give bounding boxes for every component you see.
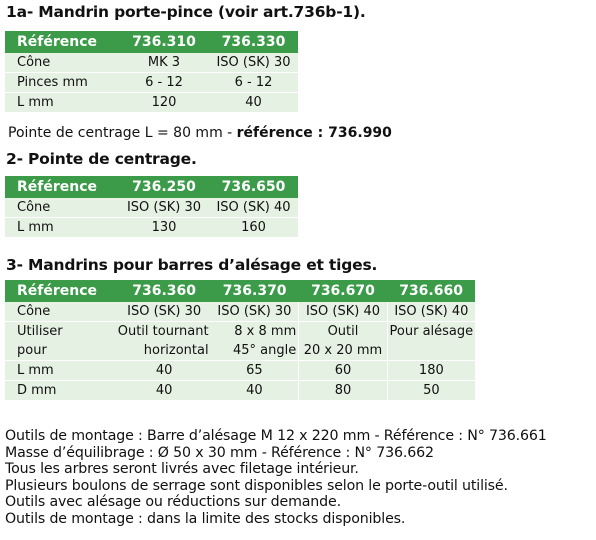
row-label: L mm xyxy=(5,93,119,113)
header-cell: 736.330 xyxy=(209,31,298,53)
table-cell: ISO (SK) 30 xyxy=(118,302,211,322)
header-cell: Référence xyxy=(5,176,119,198)
header-cell: 736.250 xyxy=(119,176,209,198)
footer-line: Outils de montage : dans la limite des stocks disponibles. xyxy=(5,510,406,527)
header-cell: 736.650 xyxy=(209,176,298,198)
table-header-row xyxy=(5,176,298,198)
table-cell: 180 xyxy=(387,361,475,381)
table-cell xyxy=(211,322,299,361)
table-row xyxy=(5,53,298,73)
header-cell: Référence xyxy=(5,280,118,302)
row-label: Cône xyxy=(5,302,118,322)
label-line: Utiliser xyxy=(17,324,63,339)
table-cell: MK 3 xyxy=(119,53,209,73)
note-reference: référence : 736.990 xyxy=(236,125,392,141)
row-label: Cône xyxy=(5,53,119,73)
row-label xyxy=(5,322,118,361)
table-cell xyxy=(387,322,475,361)
table-cell: 40 xyxy=(118,381,211,401)
footer-line: Plusieurs boulons de serrage sont disponibles selon le porte-outil utilisé. xyxy=(5,477,508,494)
header-cell: 736.370 xyxy=(211,280,299,302)
section-2-title: 2- Pointe de centrage. xyxy=(6,150,197,168)
table-cell: 120 xyxy=(119,93,209,113)
table-row xyxy=(5,218,298,238)
table-row xyxy=(5,302,475,322)
centering-point-note xyxy=(8,125,392,141)
table-row xyxy=(5,322,475,361)
footer-line: Outils de montage : Barre d’alésage M 12 x 220 mm - Référence : N° 736.661 xyxy=(5,428,547,444)
header-cell: 736.360 xyxy=(118,280,211,302)
table-row xyxy=(5,381,475,401)
cell-line: 8 x 8 mm xyxy=(234,324,297,339)
cell-line: 45° angle xyxy=(233,343,297,358)
table-cell: 6 - 12 xyxy=(119,73,209,93)
section-3-title: 3- Mandrins pour barres d’alésage et tiges. xyxy=(6,256,378,274)
row-label: D mm xyxy=(5,381,118,401)
cell-line: 20 x 20 mm xyxy=(303,343,383,358)
cell-line: Outil tournant xyxy=(117,324,209,339)
footer-line: Masse d’équilibrage : Ø 50 x 30 mm - Référence : N° 736.662 xyxy=(5,444,434,461)
table-cell: 40 xyxy=(118,361,211,381)
table-header-row xyxy=(5,31,298,53)
pointe-centrage-table xyxy=(5,176,298,238)
header-cell: Référence xyxy=(5,31,119,53)
footer-line: Tous les arbres seront livrés avec filetage intérieur. xyxy=(5,461,359,478)
table-cell: 80 xyxy=(299,381,387,401)
table-cell: ISO (SK) 30 xyxy=(209,53,298,73)
table-cell: ISO (SK) 40 xyxy=(299,302,387,322)
footer-notes xyxy=(5,428,547,528)
mandrins-barres-table xyxy=(5,280,475,401)
mandrin-porte-pince-table xyxy=(5,31,298,113)
table-cell xyxy=(299,322,387,361)
table-cell: ISO (SK) 30 xyxy=(211,302,299,322)
table-cell: ISO (SK) 30 xyxy=(119,198,209,218)
table-cell: 65 xyxy=(211,361,299,381)
row-label: L mm xyxy=(5,361,118,381)
cell-line: Pour alésage xyxy=(389,324,474,339)
table-row xyxy=(5,361,475,381)
table-cell: 40 xyxy=(211,381,299,401)
table-header-row xyxy=(5,280,475,302)
header-cell: 736.670 xyxy=(299,280,387,302)
table-cell: 50 xyxy=(387,381,475,401)
table-cell xyxy=(118,322,211,361)
table-cell: 160 xyxy=(209,218,298,238)
table-cell: ISO (SK) 40 xyxy=(387,302,475,322)
header-cell: 736.310 xyxy=(119,31,209,53)
table-row xyxy=(5,73,298,93)
label-line: pour xyxy=(17,343,47,358)
table-row xyxy=(5,93,298,113)
header-cell: 736.660 xyxy=(387,280,475,302)
row-label: L mm xyxy=(5,218,119,238)
table-cell: 130 xyxy=(119,218,209,238)
row-label: Pinces mm xyxy=(5,73,119,93)
table-row xyxy=(5,198,298,218)
note-text: Pointe de centrage L = 80 mm - xyxy=(8,125,237,141)
table-cell: 40 xyxy=(209,93,298,113)
cell-line: horizontal xyxy=(143,343,209,358)
table-cell: 6 - 12 xyxy=(209,73,298,93)
table-cell: 60 xyxy=(299,361,387,381)
section-1-title: 1a- Mandrin porte-pince (voir art.736b-1). xyxy=(6,3,366,21)
cell-line: Outil xyxy=(327,324,359,339)
footer-line: Outils avec alésage ou réductions sur demande. xyxy=(5,494,341,511)
table-cell: ISO (SK) 40 xyxy=(209,198,298,218)
row-label: Cône xyxy=(5,198,119,218)
